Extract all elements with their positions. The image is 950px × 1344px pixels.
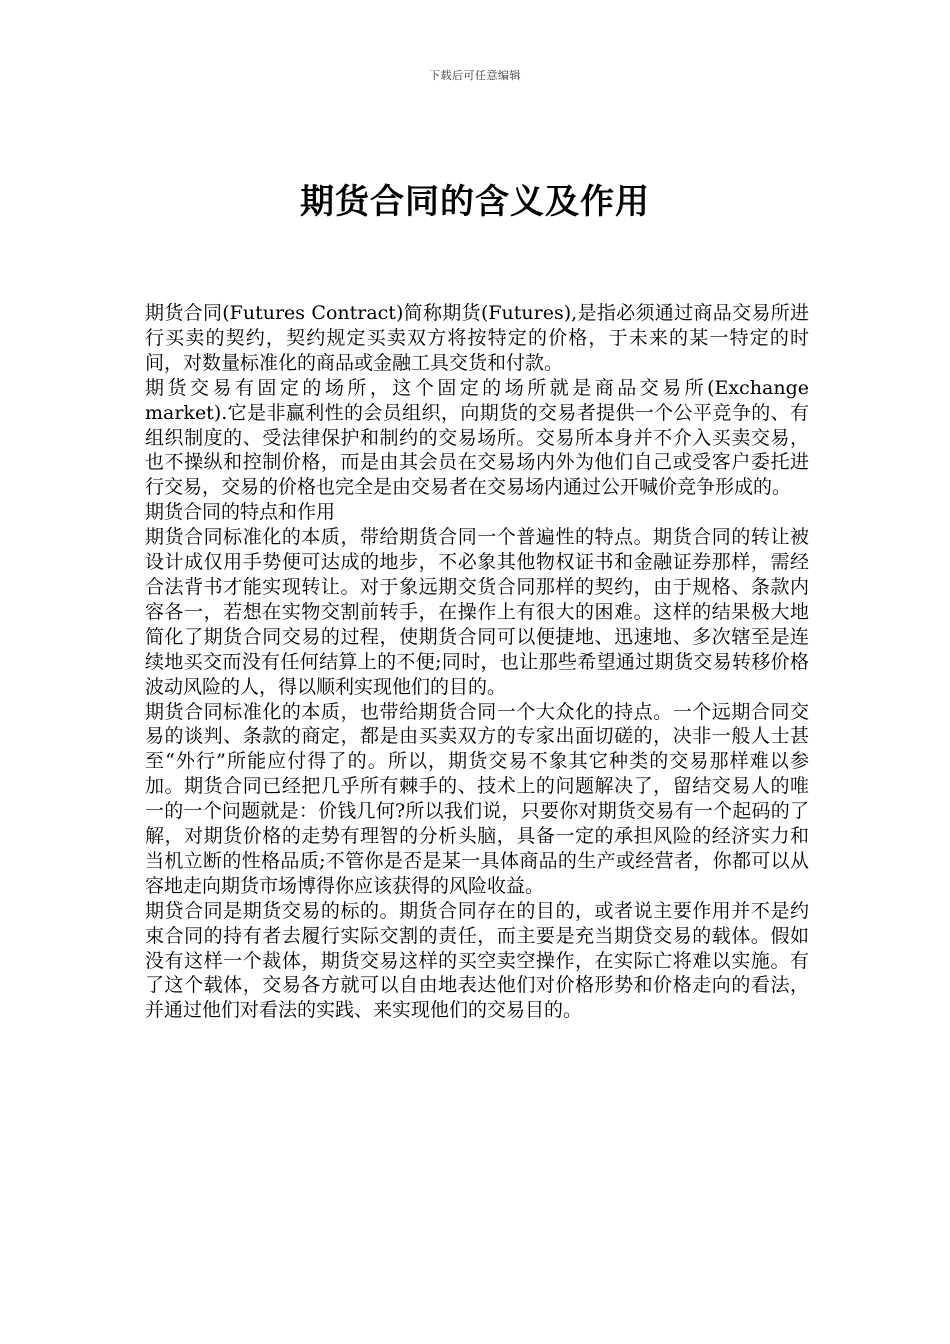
paragraph-definition: 期货合同(Futures Contract)简称期货(Futures),是指必须通过商品交易所进行买卖的契约，契约规定买卖双方将按特定的价格，于未来的某一特定的时间，对数量标准化的商品或金融工具交货和付款。 xyxy=(145,302,809,374)
paragraph-popularity: 期货合同标准化的本质，也带给期货合同一个大众化的持点。一个远期合同交易的谈判、条款的商定，都是由买卖双方的专家出面切磋的，决非一般人士甚至“外行”所能应付得了的。所以，期货交易不象其它种类的交易那样难以参加。期货合同已经把几乎所有棘手的、技术上的问题解决了，留结交易人的唯一的一个问题就是：价钱几何?所以我们说，只要你对期货交易有一个起码的了解，对期货价格的走势有理智的分析头脑，具备一定的承担风险的经济实力和当机立断的性格品质;不管你是否是某一具体商品的生产或经营者，你都可以从容地走向期货市场博得你应该获得的风险收益。 xyxy=(145,700,809,897)
section-heading: 期货合同的特点和作用 xyxy=(145,501,336,524)
paragraph-carrier: 期贷合同是期货交易的标的。期货合同存在的目的，或者说主要作用并不是约束合同的持有者去履行实际交割的责任，而主要是充当期贷交易的载体。假如没有这样一个裁体，期货交易这样的买空卖空操作，在实际亡将难以实施。有了这个载体，交易各方就可以自由地表达他们对价格形势和价格走向的看法，并通过他们对看法的实践、来实现他们的交易目的。 xyxy=(145,899,809,1022)
paragraph-universality: 期货合同标准化的本质，带给期货合同一个普遍性的特点。期货合同的转让被设计成仅用手势便可达成的地步，不必象其他物权证书和金融证券那样，需经合法背书才能实现转让。对于象远期交货合同那样的契约，由于规格、条款内容各一，若想在实物交割前转手，在操作上有很大的困难。这样的结果极大地简化了期货合同交易的过程，使期货合同可以便捷地、迅速地、多次辖至是连续地买交而没有任何结算上的不便;同时，也让那些希望通过期货交易转移价格波动风险的人，得以顺利实现他们的目的。 xyxy=(145,526,809,698)
document-body xyxy=(145,301,809,1023)
document-title: 期货合同的含义及作用 xyxy=(300,182,650,222)
paragraph-exchange: 期货交易有固定的场所，这个固定的场所就是商品交易所(Exchange market).它是非赢利性的会员组织，向期货的交易者提供一个公平竞争的、有组织制度的、受法律保护和制约的交易场所。交易所本身并不介入买卖交易，也不操纵和控制价格，而是由其会员在交易场内外为他们自己或受客户委托进行交易，交易的价格也完全是由交易者在交易场内通过公开喊价竞争形成的。 xyxy=(145,376,809,499)
header-note: 下载后可任意编辑 xyxy=(429,69,521,82)
